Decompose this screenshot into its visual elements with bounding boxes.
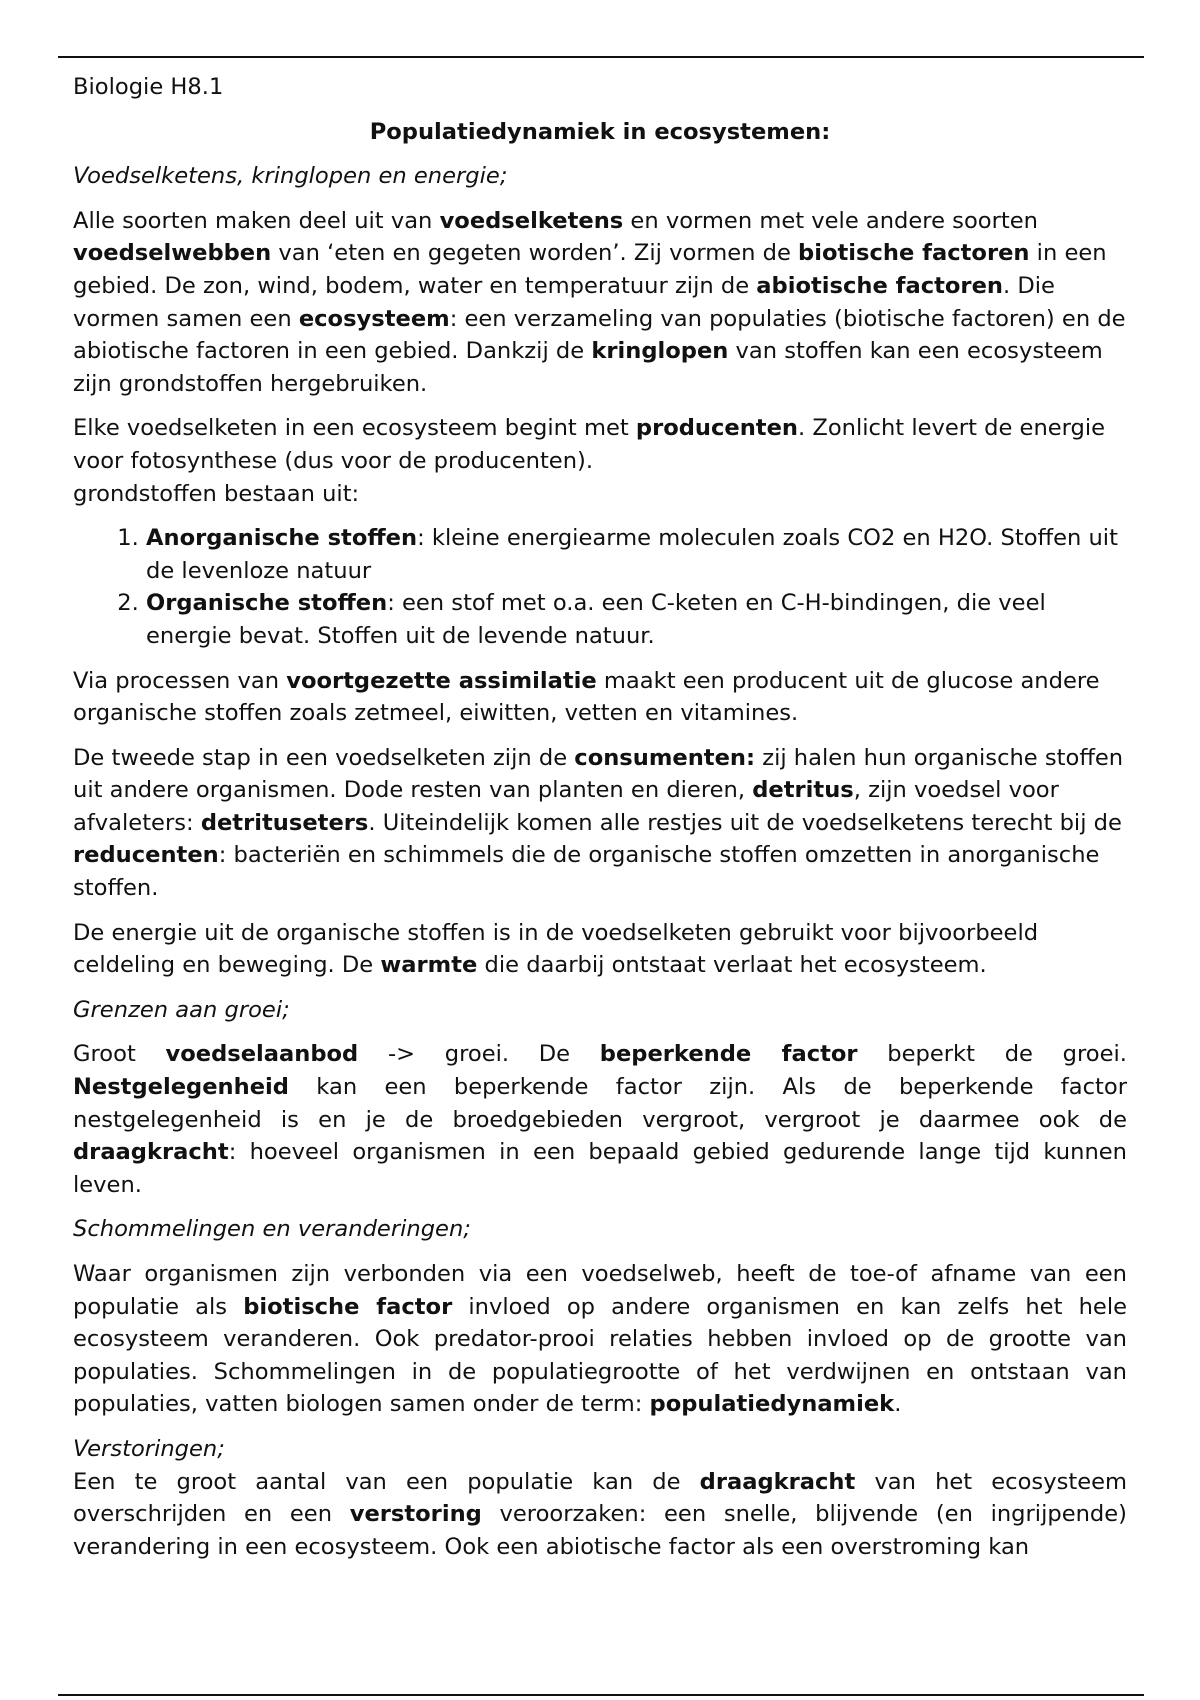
document-label: Biologie H8.1	[73, 74, 224, 100]
term-detrituseters: detrituseters	[200, 809, 369, 836]
term-biotische-factor: biotische factor	[243, 1293, 453, 1320]
term-draagkracht: draagkracht	[73, 1139, 229, 1166]
term-voedselwebben: voedselwebben	[73, 240, 272, 267]
paragraph-producenten: Elke voedselketen in een ecosysteem begint met producenten. Zonlicht levert de energie voor fotosynthese (dus voor de producenten). grondstoffen bestaan uit:	[73, 415, 1106, 507]
term-kringlopen: kringlopen	[591, 338, 729, 365]
paragraph-schommelingen: Waar organismen zijn verbonden via een voedselweb, heeft de toe-of afname van een populatie als biotische factor invloed op andere organismen en kan zelfs het hele ecosysteem veranderen. Ook predator-prooi relaties hebben invloed op de grootte van populaties. Schommelingen in de populatiegrootte of het verdwijnen en ontstaan van populaties, vatten biologen samen onder de term: populatiedynamiek.	[73, 1261, 1127, 1418]
term-draagkracht-2: draagkracht	[699, 1468, 856, 1495]
term-nestgelegenheid: Nestgelegenheid	[73, 1074, 289, 1101]
term-anorganische-stoffen: Anorganische stoffen	[146, 525, 418, 552]
paragraph-energie: De energie uit de organische stoffen is in de voedselketen gebruikt voor bijvoorbeeld celdeling en beweging. De warmte die daarbij ontstaat verlaat het ecosysteem.	[73, 919, 1039, 979]
document-page	[73, 71, 1127, 1575]
section-heading-verstoringen: Verstoringen;	[73, 1435, 225, 1462]
term-warmte: warmte	[380, 952, 478, 979]
paragraph-consumenten: De tweede stap in een voedselketen zijn de consumenten: zij halen hun organische stoffen uit andere organismen. Dode resten van planten en dieren, detritus, zijn voedsel voor afvaleters: detrituseters. Uiteindelijk komen alle restjes uit de voedselketens terecht bij de reducenten: bacteriën en schimmels die de organische stoffen omzetten in anorganische stoffen.	[73, 744, 1124, 902]
term-populatiedynamiek: populatiedynamiek	[649, 1391, 895, 1418]
grondstoffen-intro: grondstoffen bestaan uit:	[73, 480, 360, 507]
term-organische-stoffen: Organische stoffen	[146, 590, 388, 617]
term-voedselaanbod: voedselaanbod	[165, 1041, 359, 1068]
term-consumenten: consumenten:	[574, 744, 756, 771]
paragraph-voedselketens: Alle soorten maken deel uit van voedselketens en vormen met vele andere soorten voedselwebben van ‘eten en gegeten worden’. Zij vormen de biotische factoren in een gebied. De zon, wind, bodem, water en temperatuur zijn de abiotische factoren. Die vormen samen een ecosysteem: een verzameling van populaties (biotische factoren) en de abiotische factoren in een gebied. Dankzij de kringlopen van stoffen kan een ecosysteem zijn grondstoffen hergebruiken.	[73, 207, 1126, 397]
paragraph-assimilatie: Via processen van voortgezette assimilatie maakt een producent uit de glucose andere organische stoffen zoals zetmeel, eiwitten, vetten en vitamines.	[73, 667, 1100, 727]
term-biotische-factoren: biotische factoren	[798, 240, 1030, 267]
section-heading-schommelingen: Schommelingen en veranderingen;	[73, 1216, 471, 1243]
term-abiotische-factoren: abiotische factoren	[756, 272, 1003, 299]
term-producenten: producenten	[635, 415, 799, 442]
paragraph-grenzen: Groot voedselaanbod -> groei. De beperkende factor beperkt de groei. Nestgelegenheid kan een beperkende factor zijn. Als de beperkende factor nestgelegenheid is en je de broedgebieden vergroot, vergroot je daarmee ook de draagkracht: hoeveel organismen in een bepaald gebied gedurende lange tijd kunnen leven.	[73, 1041, 1127, 1198]
footer-rule	[58, 1694, 1144, 1696]
term-verstoring: verstoring	[349, 1501, 482, 1528]
term-detritus: detritus	[752, 777, 854, 804]
term-ecosysteem: ecosysteem	[298, 305, 450, 332]
term-voedselketens: voedselketens	[439, 207, 624, 234]
term-voortgezette-assimilatie: voortgezette assimilatie	[286, 667, 597, 694]
term-reducenten: reducenten	[73, 842, 219, 869]
document-title: Populatiedynamiek in ecosystemen:	[369, 118, 831, 145]
header-rule	[58, 56, 1144, 58]
section-heading-grenzen: Grenzen aan groei;	[73, 996, 290, 1023]
list-item: 1. Anorganische stoffen: kleine energiearme moleculen zoals CO2 en H2O. Stoffen uit de levenloze natuur	[146, 522, 1127, 587]
list-item: 2. Organische stoffen: een stof met o.a. een C-keten en C-H-bindingen, die veel energie bevat. Stoffen uit de levende natuur.	[146, 587, 1127, 652]
section-heading-voedselketens: Voedselketens, kringlopen en energie;	[73, 163, 508, 190]
term-beperkende-factor: beperkende factor	[599, 1041, 858, 1068]
paragraph-verstoringen: Een te groot aantal van een populatie kan de draagkracht van het ecosysteem overschrijden en een verstoring veroorzaken: een snelle, blijvende (en ingrijpende) verandering in een ecosysteem. Ook een abiotische factor als een overstroming kan	[73, 1468, 1128, 1560]
grondstoffen-list	[73, 522, 1127, 652]
